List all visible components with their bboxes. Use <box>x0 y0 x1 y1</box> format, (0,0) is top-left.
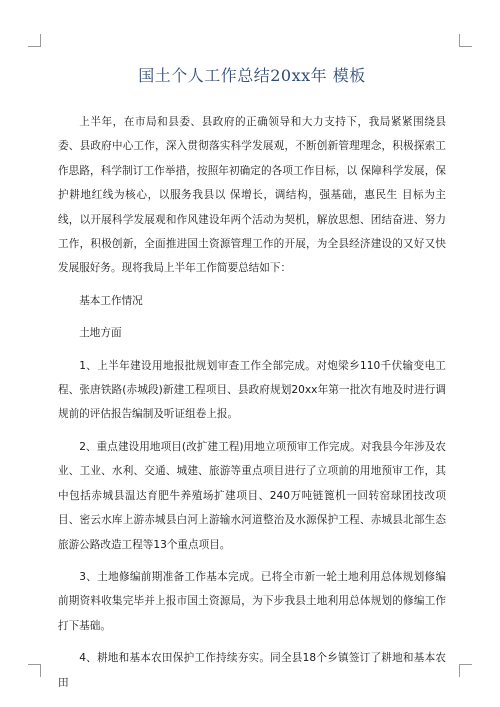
document-title: 国土个人工作总结20xx年 模板 <box>138 66 366 85</box>
paragraph-item-1: 1、上半年建设用地报批规划审查工作全部完成。对炮梁乡110千伏输变电工程、张唐铁路(赤城段)新建工程项目、县政府规划20xx年第一批次有地及时进行调规前的评估报告编制及听证组卷上报。 <box>58 359 446 421</box>
paragraph-item-4: 4、耕地和基本农田保护工作持续夯实。同全县18个乡镇签订了耕地和基本农田 <box>58 652 446 689</box>
bottom-left-crop-mark <box>28 664 41 677</box>
paragraph-item-2: 2、重点建设用地项目(改扩建工程)用地立项预审工作完成。对我县今年涉及农业、工业、水利、交通、城建、旅游等重点项目进行了立项前的用地预审工作，其中包括赤城县温达育肥牛养殖场扩建项目、240万吨链篦机一回转窑球团技改项目、密云水库上游赤城县白河上游输水河道整治及水源保护工程、赤城县北部生态旅游公路改造工程等13个重点项目。 <box>58 440 446 551</box>
top-left-crop-mark <box>28 34 41 47</box>
paragraph-intro: 上半年，在市局和县委、县政府的正确领导和大力支持下，我局紧紧围绕县委、县政府中心工作，深入贯彻落实科学发展观，不断创新管理理念，积极探索工作思路，科学制订工作举措，按照年初确定的各项工作目标，以 保障科学发展，保护耕地红线为核心，以服务我县以 保增长，调结构，强基础，惠民生 目标为主线，以开展科学发展观和作风建设年两个活动为契机，解放思想、团结奋进、努力工作，积极创新，全面推进国土资源管理工作的开展，为全县经济建设的又好又快发展服好务。现将我局上半年工作简要总结如下： <box>58 116 446 275</box>
section-heading-basic-work: 基本工作情况 <box>79 294 143 307</box>
paragraph-item-3: 3、土地修编前期准备工作基本完成。已将全市新一轮土地利用总体规划修编前期资料收集完毕并上报市国土资源局，为下步我县土地利用总体规划的修编工作打下基础。 <box>58 570 446 632</box>
section-heading-land: 土地方面 <box>79 327 122 340</box>
document-body <box>58 110 446 695</box>
document-page <box>58 0 446 703</box>
bottom-right-crop-mark <box>459 664 472 677</box>
top-right-crop-mark <box>459 34 472 47</box>
